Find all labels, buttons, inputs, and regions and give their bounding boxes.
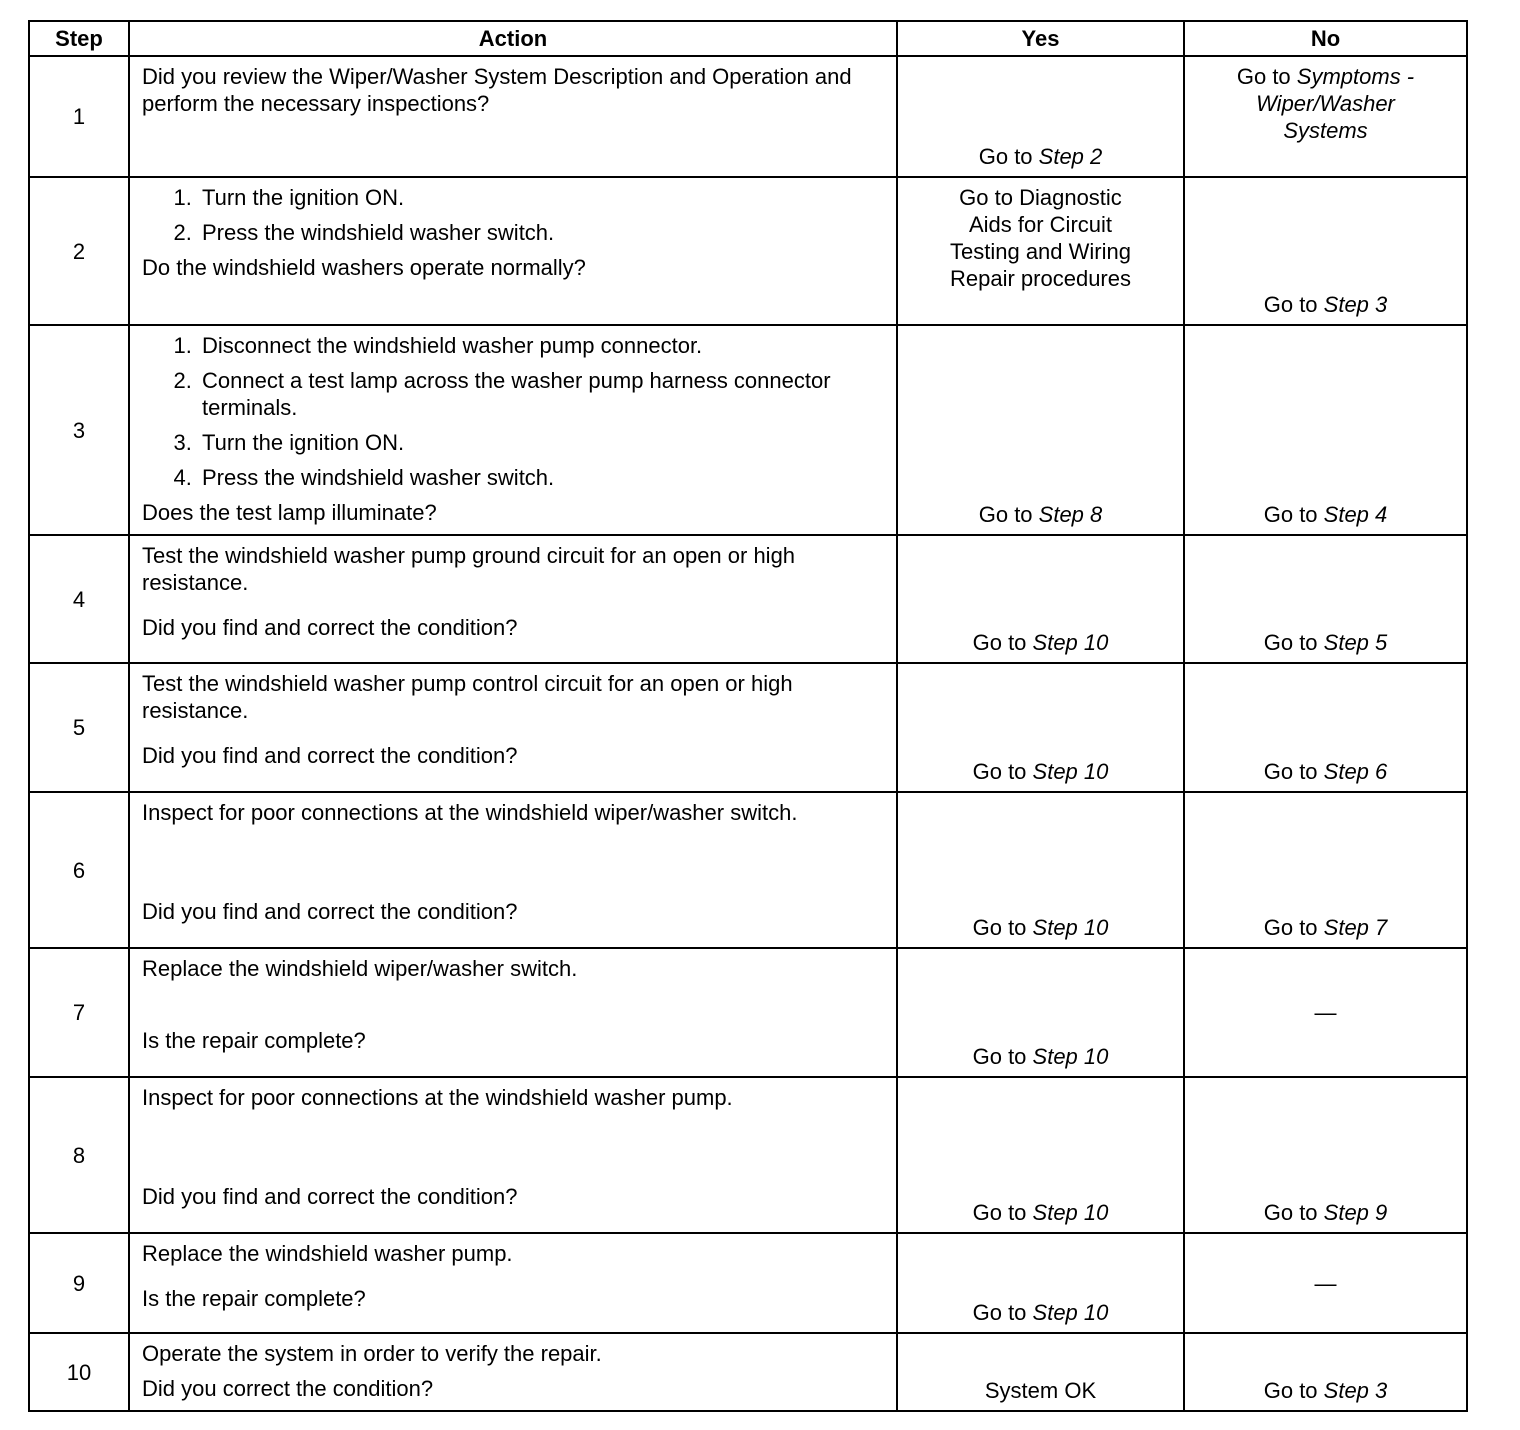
step-number: 8	[29, 1077, 129, 1233]
yes-prefix: Go to	[972, 1300, 1033, 1325]
yes-cell	[897, 1233, 1184, 1333]
action-cell	[129, 1233, 897, 1333]
no-prefix: Go to	[1263, 630, 1324, 655]
action-cell	[129, 325, 897, 535]
no-step-link[interactable]: Step 7	[1323, 915, 1388, 940]
step-number: 4	[29, 535, 129, 663]
yes-cell	[897, 56, 1184, 177]
step-number: 5	[29, 663, 129, 792]
action-step-item: 3. Turn the ignition ON.	[198, 429, 886, 456]
action-question: Did you find and correct the condition?	[142, 743, 518, 768]
table-row	[29, 56, 1467, 177]
table-row	[29, 325, 1467, 535]
step-number: 10	[29, 1333, 129, 1411]
action-cell	[129, 535, 897, 663]
step-number: 6	[29, 792, 129, 948]
yes-line[interactable]: Go to Diagnostic	[959, 185, 1122, 210]
no-cell	[1184, 1333, 1467, 1411]
yes-step-link[interactable]: Step 10	[1032, 1044, 1109, 1069]
yes-prefix: Go to	[972, 915, 1033, 940]
action-step-item: 4. Press the windshield washer switch.	[198, 464, 886, 491]
header-action: Action	[129, 21, 897, 56]
no-prefix: Go to	[1263, 502, 1324, 527]
yes-cell	[897, 177, 1184, 325]
yes-prefix: Go to	[978, 502, 1039, 527]
action-steps	[142, 184, 886, 246]
no-symptoms-link[interactable]: Symptoms -	[1296, 64, 1415, 89]
no-prefix: Go to	[1263, 759, 1324, 784]
yes-step-link[interactable]: Step 10	[1032, 1300, 1109, 1325]
no-step-link[interactable]: Step 9	[1323, 1200, 1388, 1225]
no-step-link[interactable]: Step 3	[1323, 1378, 1388, 1403]
no-cell	[1184, 56, 1467, 177]
action-cell	[129, 792, 897, 948]
action-text: Did you review the Wiper/Washer System Description and Operation and perform the necessary inspections?	[142, 64, 852, 116]
action-question: Is the repair complete?	[142, 1028, 366, 1053]
action-text: Replace the windshield wiper/washer switch.	[142, 956, 578, 981]
yes-prefix: Go to	[972, 1044, 1033, 1069]
table-row	[29, 948, 1467, 1077]
table-row	[29, 535, 1467, 663]
no-prefix: Go to	[1263, 1200, 1324, 1225]
yes-step-link[interactable]: Step 2	[1038, 144, 1103, 169]
no-cell	[1184, 663, 1467, 792]
table-row	[29, 663, 1467, 792]
yes-cell	[897, 1333, 1184, 1411]
action-steps	[142, 332, 886, 491]
yes-cell	[897, 535, 1184, 663]
action-question: Did you find and correct the condition?	[142, 899, 518, 924]
yes-cell	[897, 1077, 1184, 1233]
no-cell	[1184, 792, 1467, 948]
action-text: Inspect for poor connections at the windshield wiper/washer switch.	[142, 800, 798, 825]
yes-cell	[897, 325, 1184, 535]
yes-step-link[interactable]: Step 10	[1032, 915, 1109, 940]
action-cell	[129, 177, 897, 325]
action-text: Replace the windshield washer pump.	[142, 1241, 513, 1266]
yes-step-link[interactable]: Step 10	[1032, 630, 1109, 655]
action-question: Do the windshield washers operate normally?	[142, 255, 586, 280]
no-step-link[interactable]: Step 3	[1323, 292, 1388, 317]
yes-step-link[interactable]: Step 10	[1032, 1200, 1109, 1225]
no-step-link[interactable]: Step 4	[1323, 502, 1388, 527]
yes-plain: System OK	[984, 1378, 1097, 1403]
no-prefix: Go to	[1236, 64, 1297, 89]
yes-prefix: Go to	[972, 759, 1033, 784]
header-step: Step	[29, 21, 129, 56]
action-text: Inspect for poor connections at the windshield washer pump.	[142, 1085, 733, 1110]
action-step-item: 1. Disconnect the windshield washer pump connector.	[198, 332, 886, 359]
action-step-item: 1. Turn the ignition ON.	[198, 184, 886, 211]
no-cell	[1184, 1233, 1467, 1333]
yes-step-link[interactable]: Step 8	[1038, 502, 1103, 527]
table-row	[29, 177, 1467, 325]
step-number: 3	[29, 325, 129, 535]
no-cell	[1184, 177, 1467, 325]
step-number: 2	[29, 177, 129, 325]
no-prefix: Go to	[1263, 292, 1324, 317]
action-cell	[129, 56, 897, 177]
yes-cell	[897, 663, 1184, 792]
header-yes: Yes	[897, 21, 1184, 56]
no-prefix: Go to	[1263, 915, 1324, 940]
action-step-item: 2. Connect a test lamp across the washer pump harness connector terminals.	[198, 367, 886, 421]
action-question: Does the test lamp illuminate?	[142, 500, 437, 525]
no-step-link[interactable]: Step 5	[1323, 630, 1388, 655]
action-text: Test the windshield washer pump control circuit for an open or high resistance.	[142, 671, 793, 723]
no-cell	[1184, 948, 1467, 1077]
action-question: Is the repair complete?	[142, 1286, 366, 1311]
yes-line[interactable]: Testing and Wiring	[950, 239, 1131, 264]
table-row	[29, 1233, 1467, 1333]
no-line[interactable]: Wiper/Washer	[1256, 91, 1395, 116]
yes-line[interactable]: Aids for Circuit	[968, 212, 1113, 237]
yes-line[interactable]: Repair procedures	[950, 266, 1131, 291]
action-cell	[129, 948, 897, 1077]
header-row	[29, 21, 1467, 56]
no-cell	[1184, 325, 1467, 535]
yes-prefix: Go to	[978, 144, 1039, 169]
no-cell	[1184, 1077, 1467, 1233]
no-cell	[1184, 535, 1467, 663]
no-dash: —	[1314, 1000, 1337, 1025]
action-question: Did you find and correct the condition?	[142, 1184, 518, 1209]
no-line[interactable]	[1185, 63, 1466, 90]
no-prefix: Go to	[1263, 1378, 1324, 1403]
action-text: Operate the system in order to verify the repair.	[142, 1341, 602, 1366]
action-cell	[129, 1077, 897, 1233]
action-cell	[129, 663, 897, 792]
action-cell	[129, 1333, 897, 1411]
no-step-link[interactable]: Step 6	[1323, 759, 1388, 784]
no-dash: —	[1314, 1270, 1337, 1296]
no-line[interactable]: Systems	[1283, 118, 1368, 143]
step-number: 7	[29, 948, 129, 1077]
step-number: 1	[29, 56, 129, 177]
yes-prefix: Go to	[972, 630, 1033, 655]
table-row	[29, 1333, 1467, 1411]
step-number: 9	[29, 1233, 129, 1333]
action-step-item: 2. Press the windshield washer switch.	[198, 219, 886, 246]
action-question: Did you correct the condition?	[142, 1376, 434, 1401]
action-text: Test the windshield washer pump ground circuit for an open or high resistance.	[142, 543, 796, 595]
table-row	[29, 792, 1467, 948]
diagnostic-table	[28, 20, 1468, 1412]
yes-step-link[interactable]: Step 10	[1032, 759, 1109, 784]
table-row	[29, 1077, 1467, 1233]
action-question: Did you find and correct the condition?	[142, 615, 518, 640]
yes-prefix: Go to	[972, 1200, 1033, 1225]
header-no: No	[1184, 21, 1467, 56]
yes-cell	[897, 792, 1184, 948]
yes-cell	[897, 948, 1184, 1077]
